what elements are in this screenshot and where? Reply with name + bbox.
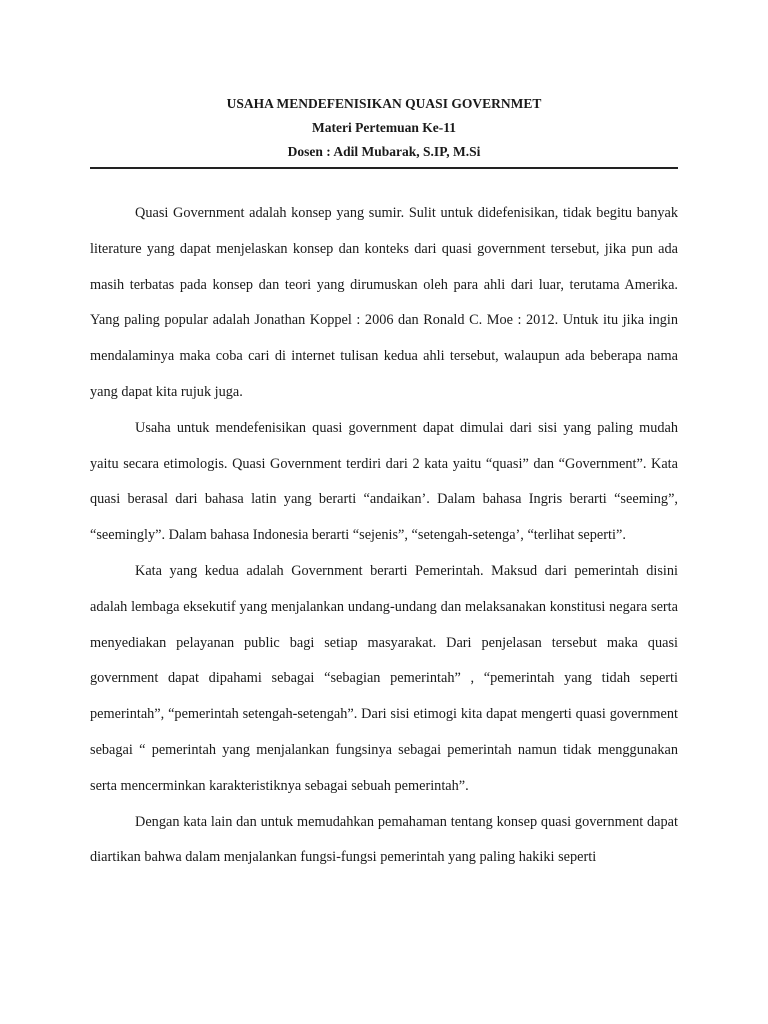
paragraph-4: Dengan kata lain dan untuk memudahkan pemahaman tentang konsep quasi government dapat diartikan bahwa dalam menjalankan fungsi-fungsi pemerintah yang paling hakiki seperti <box>90 813 678 866</box>
document-header <box>90 92 678 164</box>
lecturer-line: Dosen : Adil Mubarak, S.IP, M.Si <box>287 144 481 159</box>
header-divider <box>90 167 678 169</box>
paragraph-1: Quasi Government adalah konsep yang sumir. Sulit untuk didefenisikan, tidak begitu banyak literature yang dapat menjelaskan konsep dan konteks dari quasi government tersebut, jika pun ada masih terbatas pada konsep dan teori yang dirumuskan oleh para ahli dari luar, terutama Amerika. Yang paling popular adalah Jonathan Koppel : 2006 dan Ronald C. Moe : 2012. Untuk itu jika ingin mendalaminya maka coba cari di internet tulisan kedua ahli tersebut, walaupun ada beberapa nama yang dapat kita rujuk juga. <box>90 205 678 400</box>
paragraph-2: Usaha untuk mendefenisikan quasi government dapat dimulai dari sisi yang paling mudah yaitu secara etimologis. Quasi Government terdiri dari 2 kata yaitu “quasi” dan “Government”. Kata quasi berasal dari bahasa latin yang berarti “andaikan’. Dalam bahasa Ingris berarti “seeming”, “seemingly”. Dalam bahasa Indonesia berarti “sejenis”, “setengah-setenga’, “terlihat seperti”. <box>90 419 678 544</box>
document-title: USAHA MENDEFENISIKAN QUASI GOVERNMET <box>226 96 542 111</box>
document-subtitle: Materi Pertemuan Ke-11 <box>312 120 456 135</box>
document-body <box>90 196 678 876</box>
paragraph-3: Kata yang kedua adalah Government berarti Pemerintah. Maksud dari pemerintah disini adalah lembaga eksekutif yang menjalankan undang-undang dan melaksanakan konstitusi negara serta menyediakan pelayanan public bagi setiap masyarakat. Dari penjelasan tersebut maka quasi government dapat dipahami sebagai “sebagian pemerintah” , “pemerintah yang tidah seperti pemerintah”, “pemerintah setengah-setengah”. Dari sisi etimogi kita dapat mengerti quasi government sebagai “ pemerintah yang menjalankan fungsinya sebagai pemerintah namun tidak menggunakan serta mencerminkan karakteristiknya sebagai sebuah pemerintah”. <box>90 562 678 794</box>
document-page <box>90 92 678 876</box>
